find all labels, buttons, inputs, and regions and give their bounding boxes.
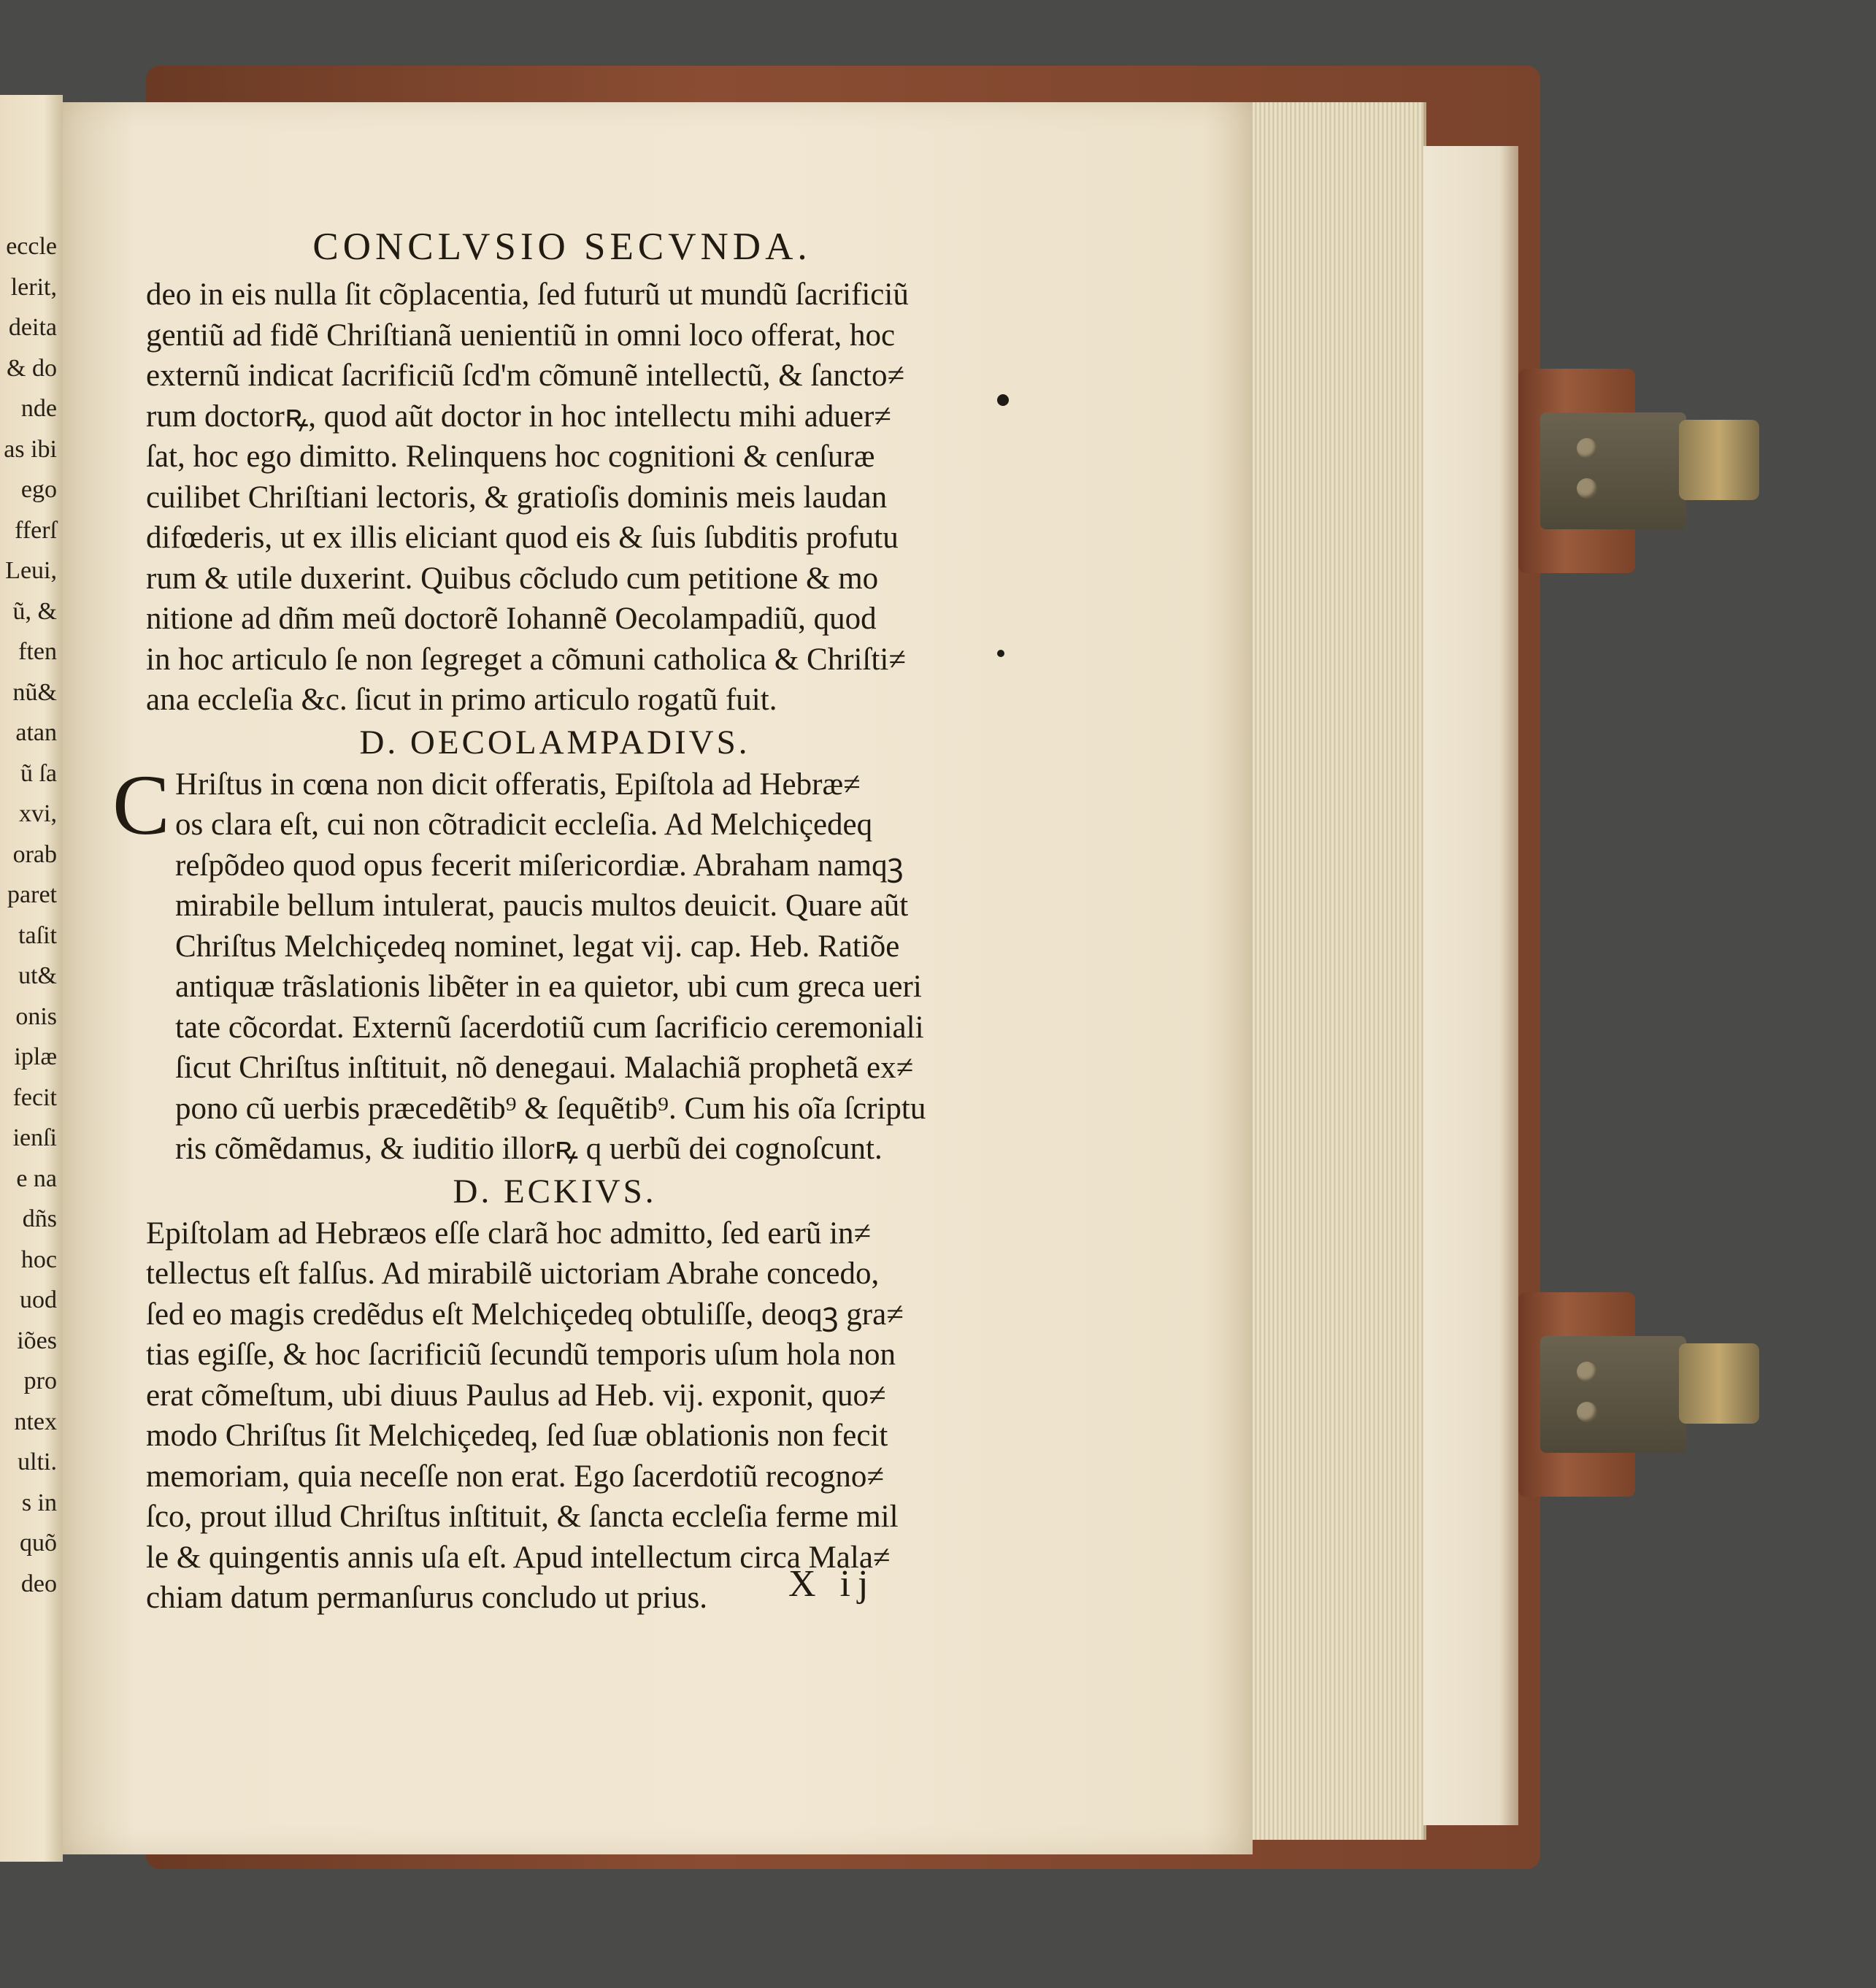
text-line: nitione ad dñm meũ doctorẽ Iohannẽ Oecolampadiũ, quod (146, 602, 877, 636)
left-page-fragment: orab (12, 840, 57, 868)
main-text-block (112, 219, 964, 1619)
left-page-fragment: quõ (20, 1530, 57, 1557)
left-page-fragment: atan (15, 719, 57, 746)
text-line: ſat, hoc ego dimitto. Relinquens hoc cognitioni & cenſuræ (146, 440, 875, 474)
section-title-oecolampadius: D. OECOLAMPADIVS. (359, 723, 750, 761)
left-page-fragment: fecit (12, 1083, 57, 1111)
left-page-fragment: nde (20, 395, 57, 422)
text-line: reſpõdeo quod opus fecerit miſericordiæ. Abraham namqꝫ (175, 848, 904, 883)
left-page-fragment: Leui, (5, 557, 57, 584)
left-page-fragment: iplæ (14, 1043, 57, 1070)
left-page-fragment: lerit, (10, 273, 57, 301)
clasp-plate (1540, 412, 1686, 529)
left-page-fragment: ulti. (18, 1448, 57, 1475)
text-line: os clara eſt, cui non cõtradicit eccleſia. Ad Melchiçedeq (175, 807, 873, 842)
text-line: antiquæ trãslationis libẽter in ea quietor, ubi cum greca ueri (175, 970, 922, 1004)
text-line: ris cõmẽdamus, & iuditio illorꝶ q uerbũ dei cognoſcunt. (175, 1132, 883, 1166)
signature-mark: X ij (788, 1563, 876, 1605)
text-line: mirabile bellum intulerat, paucis multos deuicit. Quare aũt (175, 889, 909, 923)
text-line: Chriſtus Melchiçedeq nominet, legat vij. cap. Heb. Ratiõe (175, 929, 900, 964)
text-line: tate cõcordat. Externũ ſacerdotiũ cum ſacrificio ceremoniali (175, 1010, 924, 1045)
worm-hole (997, 650, 1004, 657)
left-page-fragment: ũ, & (12, 597, 57, 625)
clasp-rivet (1577, 438, 1597, 458)
page-edges (1253, 102, 1426, 1840)
worm-hole (997, 394, 1009, 406)
text-line: cuilibet Chriſtiani lectoris, & gratioſis dominis meis laudan (146, 480, 888, 515)
left-page-fragment: xvi, (19, 800, 57, 827)
left-page-fragment: ntex (14, 1408, 57, 1435)
left-page-fragment: ego (20, 476, 57, 503)
text-line: difœderis, ut ex illis eliciant quod eis & ſuis ſubditis profutu (146, 521, 899, 555)
clasp-hinge (1679, 420, 1759, 500)
paragraph-eckius (146, 1213, 964, 1619)
left-page-fragment: e na (16, 1164, 57, 1192)
text-line: ſco, prout illud Chriſtus inſtituit, & ſancta eccleſia ferme mil (146, 1500, 899, 1534)
text-line: rum & utile duxerint. Quibus cõcludo cum petitione & mo (146, 561, 879, 596)
text-line: in hoc articulo ſe non ſegreget a cõmuni catholica & Chriſti≠ (146, 642, 906, 677)
text-line: chiam datum permanſurus concludo ut prius. (146, 1581, 708, 1615)
drop-cap: C (112, 756, 170, 853)
left-page-fragment: taſit (18, 921, 57, 949)
left-page-fragment: ften (18, 638, 57, 665)
text-line: modo Chriſtus ſit Melchiçedeq, ſed ſuæ oblationis non fecit (146, 1419, 888, 1453)
conclusion-heading: CONCLVSIO SECVNDA. (312, 226, 812, 268)
left-page-fragment: paret (7, 881, 57, 908)
left-page-fragment: dñs (22, 1205, 57, 1232)
left-page-text-column (1, 226, 63, 1604)
text-line: ſed eo magis credẽdus eſt Melchiçedeq obtuliſſe, deoqꝫ gra≠ (146, 1297, 904, 1332)
text-line: memoriam, quia neceſſe non erat. Ego ſacerdotiũ recogno≠ (146, 1459, 885, 1494)
paragraph-oecolampadius-lines (146, 764, 964, 1170)
left-page-fragment: as ibi (4, 435, 57, 463)
clasp-rivet (1577, 1362, 1597, 1382)
left-page-fragment: ut& (18, 962, 57, 989)
left-page-fragment: hoc (20, 1246, 57, 1273)
left-page-fragment: fferſ (15, 516, 57, 544)
text-line: Epiſtolam ad Hebræos eſſe clarã hoc admitto, ſed earũ in≠ (146, 1216, 872, 1251)
section-title-eckius: D. ECKIVS. (453, 1172, 657, 1210)
text-line: rum doctorꝶ, quod aũt doctor in hoc intellectu mihi aduer≠ (146, 399, 891, 434)
text-line: pono cũ uerbis præcedẽtib⁹ & ſequẽtib⁹. Cum his oĩa ſcriptu (175, 1091, 926, 1126)
text-line: externũ indicat ſacrificiũ ſcd'm cõmunẽ intellectũ, & ſancto≠ (146, 358, 905, 393)
upper-clasp (1518, 369, 1759, 573)
left-page-fragment: deo (20, 1570, 57, 1597)
left-page-fragment: nũ& (12, 678, 57, 706)
text-line: ſicut Chriſtus inſtituit, nõ denegaui. Malachiã prophetã ex≠ (175, 1051, 914, 1085)
text-line: deo in eis nulla ſit cõplacentia, ſed futurũ ut mundũ ſacrificiũ (146, 277, 909, 312)
lower-clasp (1518, 1292, 1759, 1497)
text-line: tias egiſſe, & hoc ſacrificiũ ſecundũ temporis uſum hola non (146, 1338, 896, 1372)
clasp-rivet (1577, 1402, 1597, 1422)
clasp-hinge (1679, 1343, 1759, 1424)
left-page-fragment: & do (7, 354, 57, 382)
paragraph-oecolampadius (112, 756, 964, 1170)
left-page (0, 95, 63, 1862)
clasp-rivet (1577, 478, 1597, 499)
text-line: Hriſtus in cœna non dicit offeratis, Epiſtola ad Hebræ≠ (175, 767, 861, 802)
paragraph-conclusion (146, 275, 964, 721)
left-page-fragment: eccle (6, 233, 57, 260)
left-page-fragment: ienſi (12, 1124, 57, 1151)
text-line: erat cõmeſtum, ubi diuus Paulus ad Heb. vij. exponit, quo≠ (146, 1378, 886, 1413)
text-line: gentiũ ad fidẽ Chriſtianã uenientiũ in omni loco offerat, hoc (146, 318, 896, 353)
left-page-fragment: uod (20, 1286, 57, 1313)
left-page-fragment: s in (21, 1489, 57, 1516)
left-page-fragment: deita (8, 314, 57, 341)
text-line: le & quingentis annis uſa eſt. Apud intellectum circa Mala≠ (146, 1540, 891, 1575)
left-page-fragment: onis (15, 1002, 57, 1030)
back-board (1423, 146, 1518, 1825)
left-page-fragment: ũ ſa (20, 759, 57, 787)
clasp-plate (1540, 1336, 1686, 1453)
left-page-fragment: pro (23, 1367, 57, 1394)
text-line: ana eccleſia &c. ſicut in primo articulo rogatũ fuit. (146, 683, 777, 717)
left-page-fragment: iões (17, 1327, 57, 1354)
text-line: tellectus eſt falſus. Ad mirabilẽ uictoriam Abrahe concedo, (146, 1256, 880, 1291)
